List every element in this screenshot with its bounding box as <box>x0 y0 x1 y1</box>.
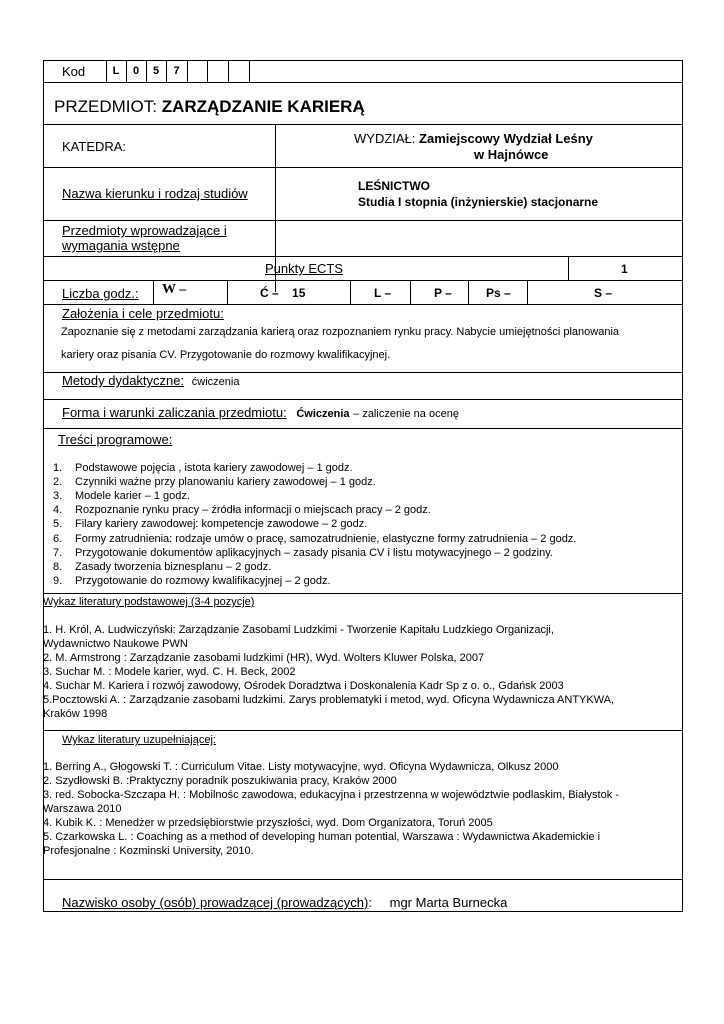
wymagania-label-line2: wymagania wstępne <box>62 238 180 253</box>
row-divider <box>43 428 683 429</box>
subject-name: ZARZĄDZANIE KARIERĄ <box>161 97 365 116</box>
literature-entry-line: 4. Suchar M. Kariera i rozwój zawodowy, Ośrodek Doradztwa i Doskonalenia Kadr Sp z o. o., Gdańsk 2003 <box>43 680 564 692</box>
hours-label: Liczba godz.: <box>62 286 139 301</box>
frame-top <box>43 60 683 61</box>
tresci-item-text: Przygotowanie dokumentów aplikacyjnych – zasady pisania CV i listu motywacyjnego – 2 godziny. <box>75 546 553 559</box>
tresci-item-text: Formy zatrudnienia: rodzaje umów o pracę, samozatrudnienie, elastyczne formy zatrudnienia – 2 godz. <box>75 532 577 545</box>
kod-cell: L <box>112 65 120 77</box>
forma-label: Forma i warunki zaliczania przedmiotu: <box>62 405 287 420</box>
zalozenia-line1: Zapoznanie się z metodami zarządzania karierą oraz rozpoznaniem rynku pracy. Nabycie umiejętności planowania <box>61 326 620 338</box>
literature-entry-line: 2. Szydłowski B. :Praktyczny poradnik poszukiwania pracy, Kraków 2000 <box>43 775 397 787</box>
wydzial-city: w Hajnówce <box>474 147 549 162</box>
column-divider <box>410 280 411 304</box>
literature-entry-line: Kraków 1998 <box>43 708 108 720</box>
tresci-item-text: Rozpoznanie rynku pracy – źródła informacji o miejscach pracy – 2 godz. <box>75 504 431 517</box>
row-divider <box>43 304 683 305</box>
hours-exercises-label: Ć – <box>260 286 279 300</box>
forma-value-rest: – zaliczenie na ocenę <box>353 408 459 420</box>
kod-cell: 7 <box>173 65 180 77</box>
literature-entry-line: 2. M. Armstrong : Zarządzanie zasobami ludzkimi (HR), Wyd. Wolters Kluwer Polska, 2007 <box>43 652 485 664</box>
kod-cell-divider <box>249 60 250 82</box>
kierunek-type: Studia I stopnia (inżynierskie) stacjonarne <box>358 195 599 209</box>
kod-cell-divider <box>207 60 208 82</box>
row-divider <box>43 730 683 731</box>
zalozenia-line2: kariery oraz pisania CV. Przygotowanie do rozmowy kwalifikacyjnej. <box>61 349 391 361</box>
tresci-item-number: 9. <box>53 574 63 587</box>
column-divider <box>227 280 228 304</box>
tresci-item-number: 7. <box>53 546 63 559</box>
column-divider <box>527 280 528 304</box>
prowadzacy-value: mgr Marta Burnecka <box>389 895 508 910</box>
row-divider <box>43 124 683 125</box>
literature-entry-line: 5.Pocztowski A. : Zarządzanie zasobami ludzkimi. Zarys problematyki i metod, wyd. Oficyna Wydawnicza ANTYKWA, <box>43 694 615 706</box>
column-divider <box>468 280 469 304</box>
row-divider <box>43 167 683 168</box>
tresci-item-text: Podstawowe pojęcia , istota kariery zawodowej – 1 godz. <box>75 462 353 474</box>
subject-prefix: PRZEDMIOT: <box>54 97 157 116</box>
tresci-item-text: Przygotowanie do rozmowy kwalifikacyjnej – 2 godz. <box>75 574 331 587</box>
tresci-item-number: 1. <box>53 462 63 474</box>
tresci-item-number: 3. <box>53 490 63 503</box>
prowadzacy-colon: : <box>368 895 372 910</box>
metody-label: Metody dydaktyczne: <box>62 373 185 388</box>
hours-seminar: S – <box>594 286 613 300</box>
tresci-label: Treści programowe: <box>58 432 173 447</box>
hours-lecture: W – <box>162 282 187 297</box>
wydzial-line1 <box>354 132 593 145</box>
tresci-item-text: Filary kariery zawodowej: kompetencje zawodowe – 2 godz. <box>75 518 368 531</box>
frame-bottom <box>43 911 683 912</box>
literature-entry-line: 4. Kubik K. : Menedżer w przedsiębiorstwie przyszłości, wyd. Dom Organizatora, Toruń 2005 <box>43 817 493 829</box>
literature-entry-line: 1. H. Król, A. Ludwiczyński: Zarządzanie Zasobami Ludzkimi - Tworzenie Kapitału Ludzkiego Organizacji, <box>43 624 554 636</box>
kierunek-name: LEŚNICTWO <box>358 179 430 193</box>
literature-entry-line: 1. Berring A., Głogowski T. : Curriculum Vitae. Listy motywacyjne, wyd. Oficyna Wydawnicza, Olkusz 2000 <box>43 761 559 773</box>
wymagania-label-line1: Przedmioty wprowadzające i <box>62 223 227 238</box>
prowadzacy-label: Nazwisko osoby (osób) prowadzącej (prowadzących) <box>62 895 369 910</box>
row-divider <box>43 879 683 880</box>
column-divider <box>568 256 569 280</box>
kod-cell: 5 <box>152 65 160 77</box>
wydzial-name: Zamiejscowy Wydział Leśny <box>419 131 593 146</box>
hours-exercises-value: 15 <box>292 286 306 300</box>
metody-row <box>62 374 239 388</box>
lit-podst-label: Wykaz literatury podstawowej (3-4 pozycje) <box>43 596 255 608</box>
kod-cell: 0 <box>132 65 140 77</box>
kod-cell-divider <box>228 60 229 82</box>
subject-title <box>54 98 365 115</box>
kod-cell-divider <box>187 60 188 82</box>
tresci-item-text: Modele karier – 1 godz. <box>75 490 190 503</box>
tresci-item-number: 6. <box>53 532 63 545</box>
hours-ps: Ps – <box>486 286 511 300</box>
zalozenia-label: Założenia i cele przedmiotu: <box>62 306 224 321</box>
column-divider <box>350 280 351 304</box>
hours-exercises <box>260 287 305 299</box>
row-divider <box>43 593 683 594</box>
literature-entry-line: 3. Suchar M. : Modele karier, wyd. C. H. Beck, 2002 <box>43 666 296 678</box>
row-divider <box>43 256 683 257</box>
row-divider <box>43 220 683 221</box>
forma-value-bold: Ćwiczenia <box>296 408 350 420</box>
literature-entry-line: Warszawa 2010 <box>43 803 122 815</box>
wydzial-label: WYDZIAŁ: <box>354 131 416 146</box>
hours-lab: L – <box>374 286 392 300</box>
tresci-item-number: 5. <box>53 518 63 531</box>
forma-row <box>62 406 459 420</box>
tresci-item-text: Czynniki ważne przy planowaniu kariery zawodowej – 1 godz. <box>75 476 376 489</box>
ects-label: Punkty ECTS <box>265 261 344 276</box>
literature-entry-line: 5. Czarkowska L. : Coaching as a method of developing human potential, Warszawa : Wydawnictwa Akademickie i <box>43 831 601 843</box>
column-divider <box>153 280 154 304</box>
tresci-item-number: 4. <box>53 504 63 517</box>
kierunek-label: Nazwa kierunku i rodzaj studiów <box>62 186 248 201</box>
row-divider <box>43 82 683 83</box>
row-divider <box>43 399 683 400</box>
lit-uzup-label: Wykaz literatury uzupełniającej: <box>62 734 216 746</box>
ects-value: 1 <box>621 262 628 276</box>
kod-label: Kod <box>62 64 86 79</box>
tresci-item-number: 2. <box>53 476 63 489</box>
tresci-item-text: Zasady tworzenia biznesplanu – 2 godz. <box>75 560 272 573</box>
frame-right <box>682 60 683 912</box>
metody-value: ćwiczenia <box>191 376 240 388</box>
prowadzacy-row <box>62 896 507 909</box>
literature-entry-line: Profesjonalne : Kozminski University, 2010. <box>43 845 254 857</box>
literature-entry-line: Wydawnictwo Naukowe PWN <box>43 638 188 650</box>
tresci-item-number: 8. <box>53 560 63 573</box>
katedra-label: KATEDRA: <box>62 139 127 154</box>
hours-project: P – <box>434 286 452 300</box>
literature-entry-line: 3. red. Sobocka-Szczapa H. : Mobilnośc zawodowa, edukacyjna i przestrzenna w województwie podlaskim, Białystok - <box>43 789 619 801</box>
row-divider <box>43 280 683 281</box>
